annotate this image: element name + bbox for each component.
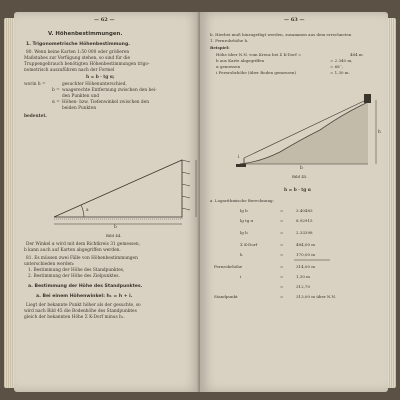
formula: h = b · tg α <box>284 188 312 193</box>
example-label: Beispiel: <box>210 45 230 50</box>
chapter-heading: V. Höhenbestimmungen. <box>48 31 123 37</box>
def-text: Höhen- bzw. Tiefenwinkel zwischen den <box>62 100 149 105</box>
calc-op: = <box>280 294 284 299</box>
given-value: = 68⁻, <box>330 64 344 69</box>
body-line: 1. Fernrohrhöhe h. <box>210 38 249 43</box>
calc-op: = <box>280 264 284 269</box>
calc-op: = <box>280 252 284 257</box>
page-number: — 63 — <box>284 17 305 23</box>
def-text: gesuchter Höhenunterschied, <box>62 82 127 87</box>
figure-caption: Bild 44. <box>106 233 122 238</box>
triangle-shape <box>54 160 182 217</box>
calc-op: = <box>280 218 284 223</box>
body-line: 81. Es müssen zwei Fälle von Höhenbestimmungen <box>26 256 138 261</box>
calc-op: = <box>280 284 284 289</box>
calc-value: 313,00 m über N.N. <box>296 294 337 299</box>
calc-value: 8.92915 <box>296 218 313 223</box>
def-text: den Punkten und <box>62 94 100 99</box>
def-text: waagerechte Entfernung zwischen den bei- <box>62 88 157 93</box>
calc-value: 1,30 m <box>296 274 310 279</box>
calc-op: = <box>280 230 284 235</box>
body-line: b. Hierbei muß hinzugefügt werden, zusammen aus dem errechneten <box>210 32 352 37</box>
body-line: Truppengebrauch benötigten Höhenbestimmungen trigo- <box>24 62 150 67</box>
given-value: 484 m <box>350 52 363 57</box>
calc-op: = <box>280 274 284 279</box>
hatch-line <box>182 184 190 186</box>
page-number: — 62 — <box>94 17 115 23</box>
calc-label: Σ K-Dorf <box>240 242 258 247</box>
def-term: α = <box>52 100 60 105</box>
calc-op: = <box>280 208 284 213</box>
body-line: Der Winkel α wird mit dem Richtkreis 31 gemessen, <box>26 242 141 247</box>
angle-arc <box>81 205 84 217</box>
given-label: b aus Karte abgegriffen <box>216 58 265 63</box>
body-line: b kann auch auf Karten abgegriffen werden. <box>24 248 121 253</box>
given-value: = 2 340 m, <box>330 58 353 63</box>
fig-letter-h: h <box>378 130 381 135</box>
body-line: bedeutet. <box>24 114 47 119</box>
calc-label: lg b <box>240 208 248 213</box>
given-label: i Fernrohrhöhe (über Boden gemessen) <box>216 70 297 75</box>
fig-letter-i: i <box>238 155 240 160</box>
body-line: nometrisch auszuführen nach der Formel <box>24 68 115 73</box>
hatch-line <box>182 196 190 198</box>
fig-letter-b: b <box>114 225 117 230</box>
calc-value: 484,00 m <box>296 242 316 247</box>
body-line: 1. Bestimmung der Höhe des Standpunktes, <box>28 268 125 273</box>
figure-caption: Bild 45. <box>292 174 308 179</box>
hatch-line <box>182 208 190 210</box>
calc-value: 3.40483 <box>296 208 313 213</box>
hatch-line <box>182 160 190 162</box>
left-page <box>14 12 200 392</box>
given-label: α gemessen <box>216 64 241 69</box>
calc-label: lg tg α <box>240 218 254 223</box>
def-term: worin h = <box>24 82 46 87</box>
case-heading: a. Bei einem Höhenwinkel: h₁ = h + i. <box>36 294 133 299</box>
given-label: Höhe über N.N. vom Kreuz bei Σ K-Dorf = <box>216 52 302 57</box>
sum-rule <box>200 12 388 392</box>
section-heading: 1. Trigonometrische Höhenbestimmung. <box>26 42 130 47</box>
formula: h = b · tg α; <box>86 75 115 80</box>
body-line: Maßstabes zur Verfügung stehen, so sind für die <box>24 56 131 61</box>
hatch-line <box>182 172 190 174</box>
calc-value: 2.33398 <box>296 230 313 235</box>
body-line: gleich der bekannten Höhe Σ K-Dorf minus h₁. <box>24 315 125 320</box>
fig-letter-b: b <box>300 166 303 171</box>
calc-value: 312,70 <box>296 284 310 289</box>
fig-letter-a: a <box>86 208 89 213</box>
calc-op: = <box>280 242 284 247</box>
subsection-heading: a. Bestimmung der Höhe des Standpunktes. <box>28 284 143 289</box>
calc-label: Fernrohrhöhe <box>214 264 243 269</box>
body-line: 2. Bestimmung der Höhe des Zielpunktes. <box>28 274 120 279</box>
calc-label: Standpunkt <box>214 294 238 299</box>
calc-value: 314,00 m <box>296 264 316 269</box>
calc-value: 170,00 m <box>296 252 316 257</box>
body-line: wird nach Bild 45 die Bodenhöhe des Standpunktes <box>24 309 137 314</box>
calc-heading: a. Logarithmische Berechnung: <box>210 198 274 203</box>
given-value: = 1,30 m. <box>330 70 350 75</box>
calc-label: lg h <box>240 230 248 235</box>
calc-label: i <box>240 274 242 279</box>
def-text: beiden Punkten <box>62 106 97 111</box>
def-term: b = <box>52 88 60 93</box>
body-line: 80. Wenn keine Karten 1:50 000 oder größeren <box>26 50 130 55</box>
right-page <box>200 12 388 392</box>
body-line: Liegt der bekannte Punkt höher als der gesuchte, so <box>26 303 141 308</box>
calc-label: h <box>240 252 243 257</box>
figure-44 <box>14 12 200 392</box>
body-line: unterschieden werden: <box>24 262 75 267</box>
